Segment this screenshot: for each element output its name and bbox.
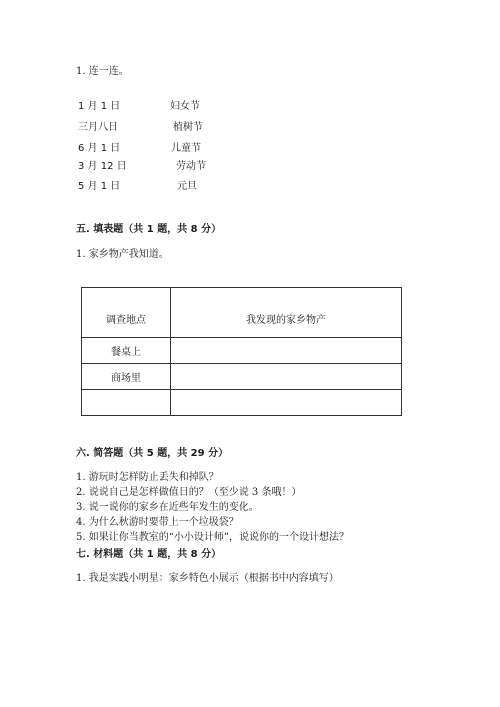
table-cell: 餐桌上 (82, 338, 171, 364)
table-cell-answer[interactable] (171, 364, 402, 390)
section6-heading: 六. 简答题（共 5 题，共 29 分） (76, 448, 229, 459)
date-item: 1 月 1 日 (78, 101, 121, 112)
section5-question: 1. 家乡物产我知道。 (76, 249, 169, 260)
table-header-cell: 我发现的家乡物产 (171, 288, 402, 338)
date-item: 三月八日 (78, 122, 118, 133)
list-item: 2. 说说自己是怎样做值日的？（至少说 3 条哦！） (76, 487, 302, 498)
holiday-item: 元旦 (177, 181, 197, 192)
matching-question: 1. 连一连。 (76, 66, 129, 77)
table-header-row (82, 288, 402, 338)
table-cell-answer[interactable] (171, 338, 402, 364)
section7-heading: 七. 材料题（共 1 题，共 8 分） (76, 549, 222, 560)
survey-table (81, 287, 402, 416)
table-header-cell: 调查地点 (82, 288, 171, 338)
list-item: 4. 为什么秋游时要带上一个垃圾袋？ (76, 517, 239, 528)
list-item: 5. 如果让你当教室的“小小设计师”，说说你的一个设计想法？ (76, 532, 349, 543)
table-cell-answer[interactable] (171, 390, 402, 416)
list-item: 1. 游玩时怎样防止丢失和掉队？ (76, 472, 219, 483)
holiday-item: 植树节 (173, 122, 203, 133)
date-item: 6 月 1 日 (78, 143, 121, 154)
list-item: 3. 说一说你的家乡在近些年发生的变化。 (76, 502, 259, 513)
table-cell: 商场里 (82, 364, 171, 390)
holiday-item: 儿童节 (171, 143, 201, 154)
table-row (82, 390, 402, 416)
date-item: 3 月 12 日 (78, 161, 127, 172)
section5-heading: 五. 填表题（共 1 题，共 8 分） (76, 224, 222, 235)
table-row (82, 364, 402, 390)
holiday-item: 劳动节 (176, 161, 206, 172)
table-row (82, 338, 402, 364)
date-item: 5 月 1 日 (78, 181, 121, 192)
section7-question: 1. 我是实践小明星：家乡特色小展示（根据书中内容填写） (76, 573, 339, 584)
holiday-item: 妇女节 (170, 101, 200, 112)
table-cell[interactable] (82, 390, 171, 416)
